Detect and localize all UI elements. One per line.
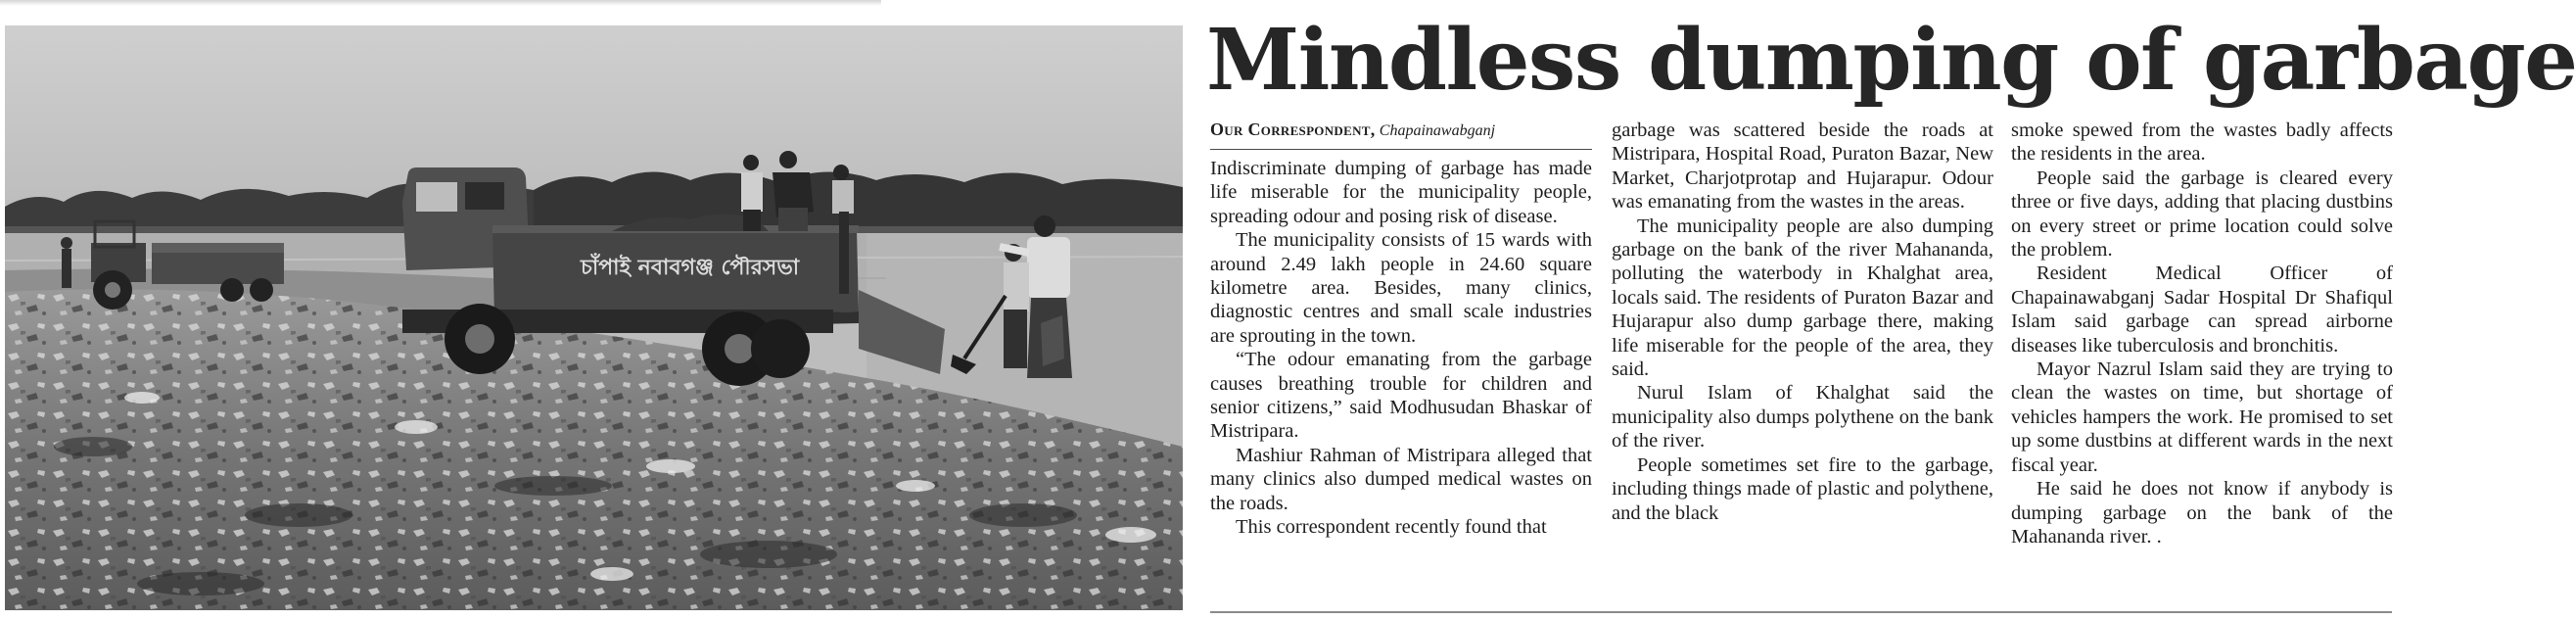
article-column-1 — [1210, 119, 1592, 540]
byline-author: Our Correspondent, — [1210, 119, 1376, 139]
article-paragraph: Indiscriminate dumping of garbage has made life miserable for the municipality people, spreading odour and posing risk of disease. — [1210, 158, 1592, 227]
article-headline: Mindless dumping of garbage — [1206, 11, 2576, 110]
article-paragraph: The municipality consists of 15 wards with around 2.49 lakh people in 24.60 square kilometre area. Besides, many clinics, diagnostic centres and small scale industries are sprouting in the town. — [1210, 229, 1592, 347]
byline — [1210, 119, 1592, 150]
article-column-2 — [1612, 119, 1993, 525]
article-paragraph: People said the garbage is cleared every three or five days, adding that placing dustbins on every street or prime location could solve the problem. — [2011, 167, 2393, 262]
article-body — [1210, 119, 2393, 604]
article-paragraph: The municipality people are also dumping garbage on the bank of the river Mahananda, polluting the waterbody in Khalghat area, locals said. The residents of Puraton Bazar and Hujarapur also dump garbage there, making life miserable for the people of the area, they said. — [1612, 215, 1993, 381]
article-paragraph: People sometimes set fire to the garbage, including things made of plastic and polythene, and the black — [1612, 453, 1993, 524]
article-paragraph: He said he does not know if anybody is dumping garbage on the bank of the Mahananda river. . — [2011, 478, 2393, 548]
article-paragraph: smoke spewed from the wastes badly affects the residents in the area. — [2011, 119, 2393, 166]
article-paragraph: This correspondent recently found that — [1236, 516, 1547, 539]
byline-location: Chapainawabganj — [1379, 122, 1496, 139]
article-paragraph: Resident Medical Officer of Chapainawabganj Sadar Hospital Dr Shafiqul Islam said garbage can spread airborne diseases like tuberculosis and bronchitis. — [2011, 262, 2393, 357]
article-paragraph: “The odour emanating from the garbage causes breathing trouble for children and senior citizens,” said Modhusudan Bhaskar of Mistripara. — [1210, 349, 1592, 443]
article-paragraph: garbage was scattered beside the roads at Mistripara, Hospital Road, Puraton Bazar, New Market, Charjotprotap and Hujarapur. Odour was emanating from the wastes in the areas. — [1612, 119, 1993, 214]
scan-edge-shadow — [0, 0, 881, 6]
article-column-3 — [2011, 119, 2393, 548]
article-paragraph: Mashiur Rahman of Mistripara alleged that many clinics also dumped medical wastes on the roads. — [1210, 444, 1592, 514]
photo-truck-text: চাঁপাই নবাবগঞ্জ পৌরসভা — [581, 256, 800, 280]
bottom-divider — [1210, 611, 2392, 613]
news-photo — [5, 25, 1183, 610]
article-paragraph: Mayor Nazrul Islam said they are trying to clean the wastes on time, but shortage of vehicles hampers the work. He promised to set up some dustbins at different wards in the next fiscal year. — [2011, 358, 2393, 476]
article-paragraph: Nurul Islam of Khalghat said the municipality also dumps polythene on the bank of the river. — [1612, 382, 1993, 453]
